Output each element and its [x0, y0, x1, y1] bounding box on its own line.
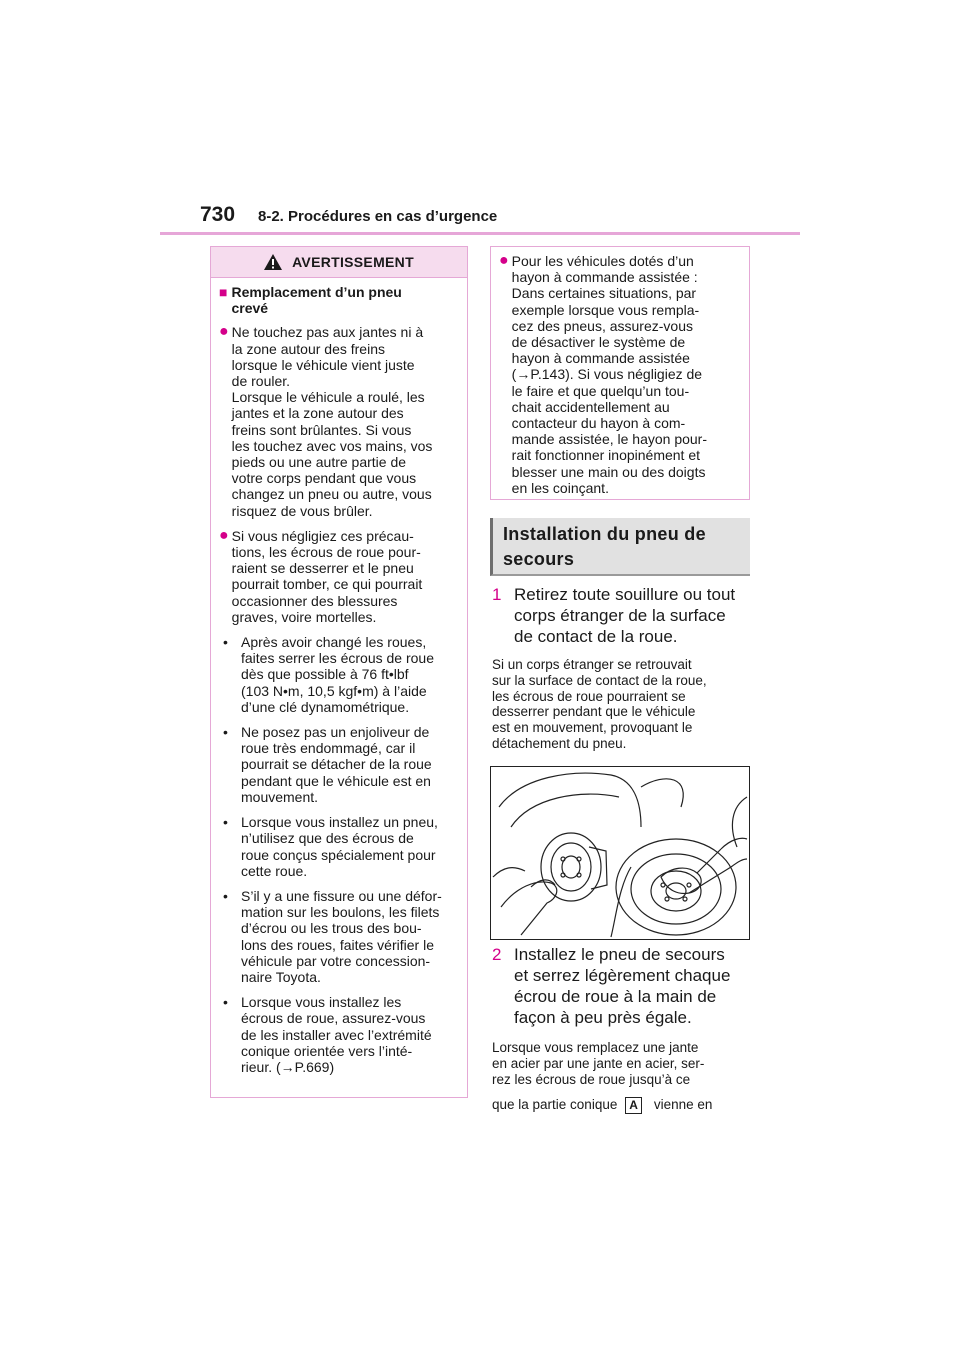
step-text: Retirez toute souillure ou tout corps étranger de la surface de contact de la roue.	[514, 585, 736, 646]
label-a-badge: A	[625, 1097, 642, 1114]
warning-title: AVERTISSEMENT	[292, 254, 414, 270]
step-2	[492, 944, 730, 1028]
step-number: 2	[492, 945, 502, 964]
step-1	[492, 584, 735, 647]
round-bullet-icon: ●	[219, 323, 229, 341]
warning-continued-box	[490, 246, 750, 500]
dot-bullet-icon: •	[223, 724, 228, 741]
section-title: 8-2. Procédures en cas d’urgence	[258, 208, 498, 225]
step-2-note-continued	[492, 1097, 752, 1114]
step-2-note-part-b: que la partie conique	[492, 1097, 618, 1113]
wheel-cleaning-illustration	[490, 766, 750, 940]
warning-bullet-text: Après avoir changé les roues, faites serrer les écrous de roue dès que possible à 76 ft•lbf (103 N•m, 10,5 kgf•m) à l’aide d’une clé dynamométrique.	[241, 634, 434, 715]
warning-bullet	[219, 724, 459, 805]
warning-bullet	[219, 814, 459, 879]
warning-box	[210, 246, 468, 1098]
step-number: 1	[492, 585, 502, 604]
warning-subtitle-row	[219, 284, 459, 316]
dot-bullet-icon: •	[223, 994, 228, 1011]
warning-point	[219, 324, 459, 518]
warning-subtitle: Remplacement d’un pneu crevé	[231, 284, 402, 317]
step-2-note-part-c: vienne en	[653, 1097, 713, 1113]
warning-bullet-text: Lorsque vous installez les écrous de roue, assurez-vous de les installer avec l’extrémité conique orientée vers l’inté- rieur. (→P.669)	[241, 994, 432, 1075]
warning-triangle-icon	[264, 254, 282, 270]
warning-bullet-text: Lorsque vous installez un pneu, n’utilisez que des écrous de roue conçus spécialement pour cette roue.	[241, 814, 438, 879]
step-1-note: Si un corps étranger se retrouvait sur la surface de contact de la roue, les écrous de roue pourraient se desserrer pendant que le véhicule est en mouvement, provoquant le détachement du pneu.	[492, 657, 707, 751]
round-bullet-icon: ●	[219, 526, 229, 544]
warning-header	[211, 247, 467, 278]
round-bullet-icon: ●	[499, 252, 509, 269]
warning-point-text: Si vous négligiez ces précau- tions, les écrous de roue pour- raient se desserrer et le pneu pourrait tomber, ce qui pourrait occasionner des blessures graves, voire mortelles.	[231, 527, 423, 625]
illustration-drawing	[491, 767, 749, 939]
warning-bullet	[219, 634, 459, 715]
warning-bullet-text: Ne posez pas un enjoliveur de roue très endommagé, car il pourrait se détacher de la roue pendant que le véhicule est en mouvement.	[241, 724, 432, 805]
warning-bullet	[219, 888, 459, 985]
warning-continued-text: Pour les véhicules dotés d’un hayon à commande assistée : Dans certaines situations, par exemple lorsque vous rempla- cez des pneus, assurez-vous de désactiver le système de hayon à commande assistée (→P.143). Si vous négligiez de le faire et que quelqu’un tou- chait accidentellement au contacteur du hayon à com- mande assistée, le hayon pour- rait fonctionner inopinément et blesser une main ou des doigts en les coinçant.	[511, 253, 708, 496]
dot-bullet-icon: •	[223, 814, 228, 831]
square-bullet-icon: ■	[219, 284, 228, 300]
warning-point-text: Ne touchez pas aux jantes ni à la zone autour des freins lorsque le véhicule vient juste de rouler. Lorsque le véhicule a roulé, les jantes et la zone autour des freins sont brûlantes. Si vous les touchez avec vos mains, vos pieds ou une autre partie de votre corps pendant que vous changez un pneu ou autre, vous risquez de vous brûler.	[231, 324, 433, 519]
warning-bullet-text: S’il y a une fissure ou une défor- mation sur les boulons, les filets d’écrou ou les trous des bou- lons des roues, faites vérifier le véhicule par votre concession- naire Toyota.	[241, 887, 442, 985]
step-2-note: Lorsque vous remplacez une jante en acier par une jante en acier, ser- rez les écrous de roue jusqu’à ce	[492, 1040, 705, 1087]
subsection-heading: Installation du pneu de secours	[490, 518, 750, 576]
warning-bullet	[219, 994, 459, 1075]
warning-point	[219, 528, 459, 625]
step-text: Installez le pneu de secours et serrez légèrement chaque écrou de roue à la main de façon à peu près égale.	[514, 945, 731, 1027]
dot-bullet-icon: •	[223, 887, 228, 904]
dot-bullet-icon: •	[223, 634, 228, 651]
header-rule	[160, 232, 800, 235]
warning-point	[499, 253, 741, 496]
page-number: 730	[200, 203, 236, 226]
